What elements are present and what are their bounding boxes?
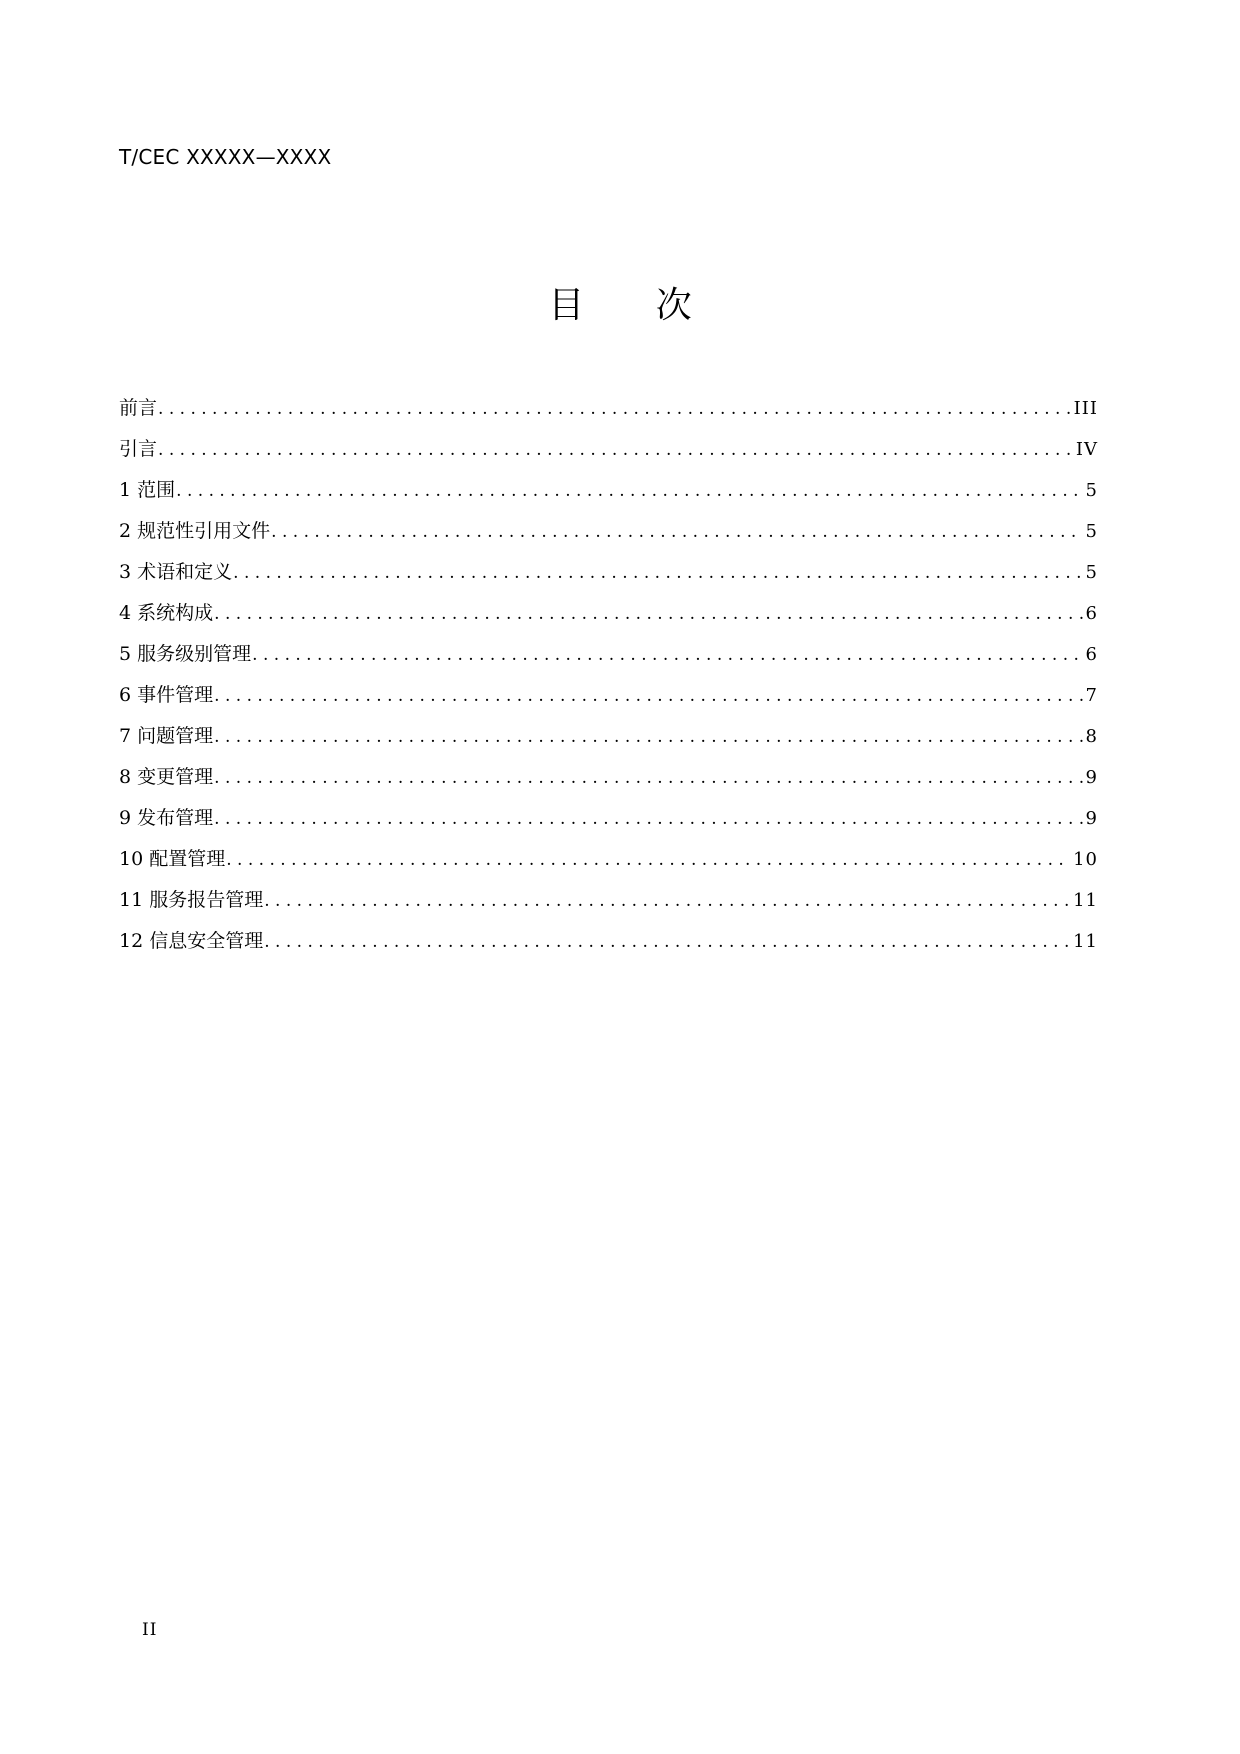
toc-entry-page: 8	[1085, 726, 1098, 747]
dot-leader	[252, 640, 1082, 670]
toc-entry-service-reporting-management[interactable]	[119, 885, 1098, 926]
toc-entry-page: 5	[1085, 480, 1098, 501]
dot-leader	[214, 804, 1082, 834]
toc-entry-label: 2 规范性引用文件	[119, 520, 271, 542]
toc-entry-page: 11	[1073, 931, 1098, 952]
toc-entry-label: 12 信息安全管理	[119, 930, 264, 952]
dot-leader	[264, 927, 1070, 957]
toc-list	[119, 393, 1098, 967]
toc-entry-incident-management[interactable]	[119, 680, 1098, 721]
toc-entry-page: 5	[1085, 562, 1098, 583]
toc-entry-problem-management[interactable]	[119, 721, 1098, 762]
toc-entry-normative-references[interactable]	[119, 516, 1098, 557]
toc-entry-label: 5 服务级别管理	[119, 643, 252, 665]
toc-entry-page: 9	[1085, 808, 1098, 829]
toc-entry-introduction[interactable]	[119, 434, 1098, 475]
toc-entry-page: 7	[1085, 685, 1098, 706]
toc-entry-scope[interactable]	[119, 475, 1098, 516]
dot-leader	[158, 394, 1071, 424]
dot-leader	[176, 476, 1082, 506]
toc-entry-page: IV	[1075, 439, 1098, 460]
toc-entry-label: 3 术语和定义	[119, 561, 233, 583]
toc-entry-page: 9	[1085, 767, 1098, 788]
toc-entry-release-management[interactable]	[119, 803, 1098, 844]
toc-entry-page: 11	[1073, 890, 1098, 911]
page-number: II	[142, 1620, 158, 1640]
dot-leader	[271, 517, 1082, 547]
dot-leader	[233, 558, 1082, 588]
toc-entry-page: 5	[1085, 521, 1098, 542]
toc-title: 目 次	[548, 285, 722, 326]
toc-entry-label: 前言	[119, 397, 158, 419]
toc-entry-label: 9 发布管理	[119, 807, 214, 829]
toc-entry-information-security-management[interactable]	[119, 926, 1098, 967]
toc-entry-label: 7 问题管理	[119, 725, 214, 747]
toc-entry-service-level-management[interactable]	[119, 639, 1098, 680]
dot-leader	[158, 435, 1073, 465]
toc-entry-change-management[interactable]	[119, 762, 1098, 803]
dot-leader	[226, 845, 1070, 875]
toc-entry-system-composition[interactable]	[119, 598, 1098, 639]
toc-entry-configuration-management[interactable]	[119, 844, 1098, 885]
toc-entry-page: III	[1073, 398, 1098, 419]
toc-entry-label: 引言	[119, 438, 158, 460]
toc-entry-label: 6 事件管理	[119, 684, 214, 706]
toc-entry-label: 1 范围	[119, 479, 176, 501]
toc-entry-label: 8 变更管理	[119, 766, 214, 788]
document-code: T/CEC XXXXX—XXXX	[119, 145, 332, 169]
toc-entry-label: 4 系统构成	[119, 602, 214, 624]
dot-leader	[214, 763, 1082, 793]
toc-entry-page: 6	[1085, 603, 1098, 624]
toc-entry-terms-definitions[interactable]	[119, 557, 1098, 598]
dot-leader	[214, 599, 1082, 629]
toc-entry-label: 10 配置管理	[119, 848, 226, 870]
toc-entry-page: 6	[1085, 644, 1098, 665]
toc-entry-foreword[interactable]	[119, 393, 1098, 434]
dot-leader	[214, 681, 1082, 711]
dot-leader	[264, 886, 1070, 916]
toc-entry-page: 10	[1073, 849, 1098, 870]
dot-leader	[214, 722, 1082, 752]
toc-entry-label: 11 服务报告管理	[119, 889, 264, 911]
